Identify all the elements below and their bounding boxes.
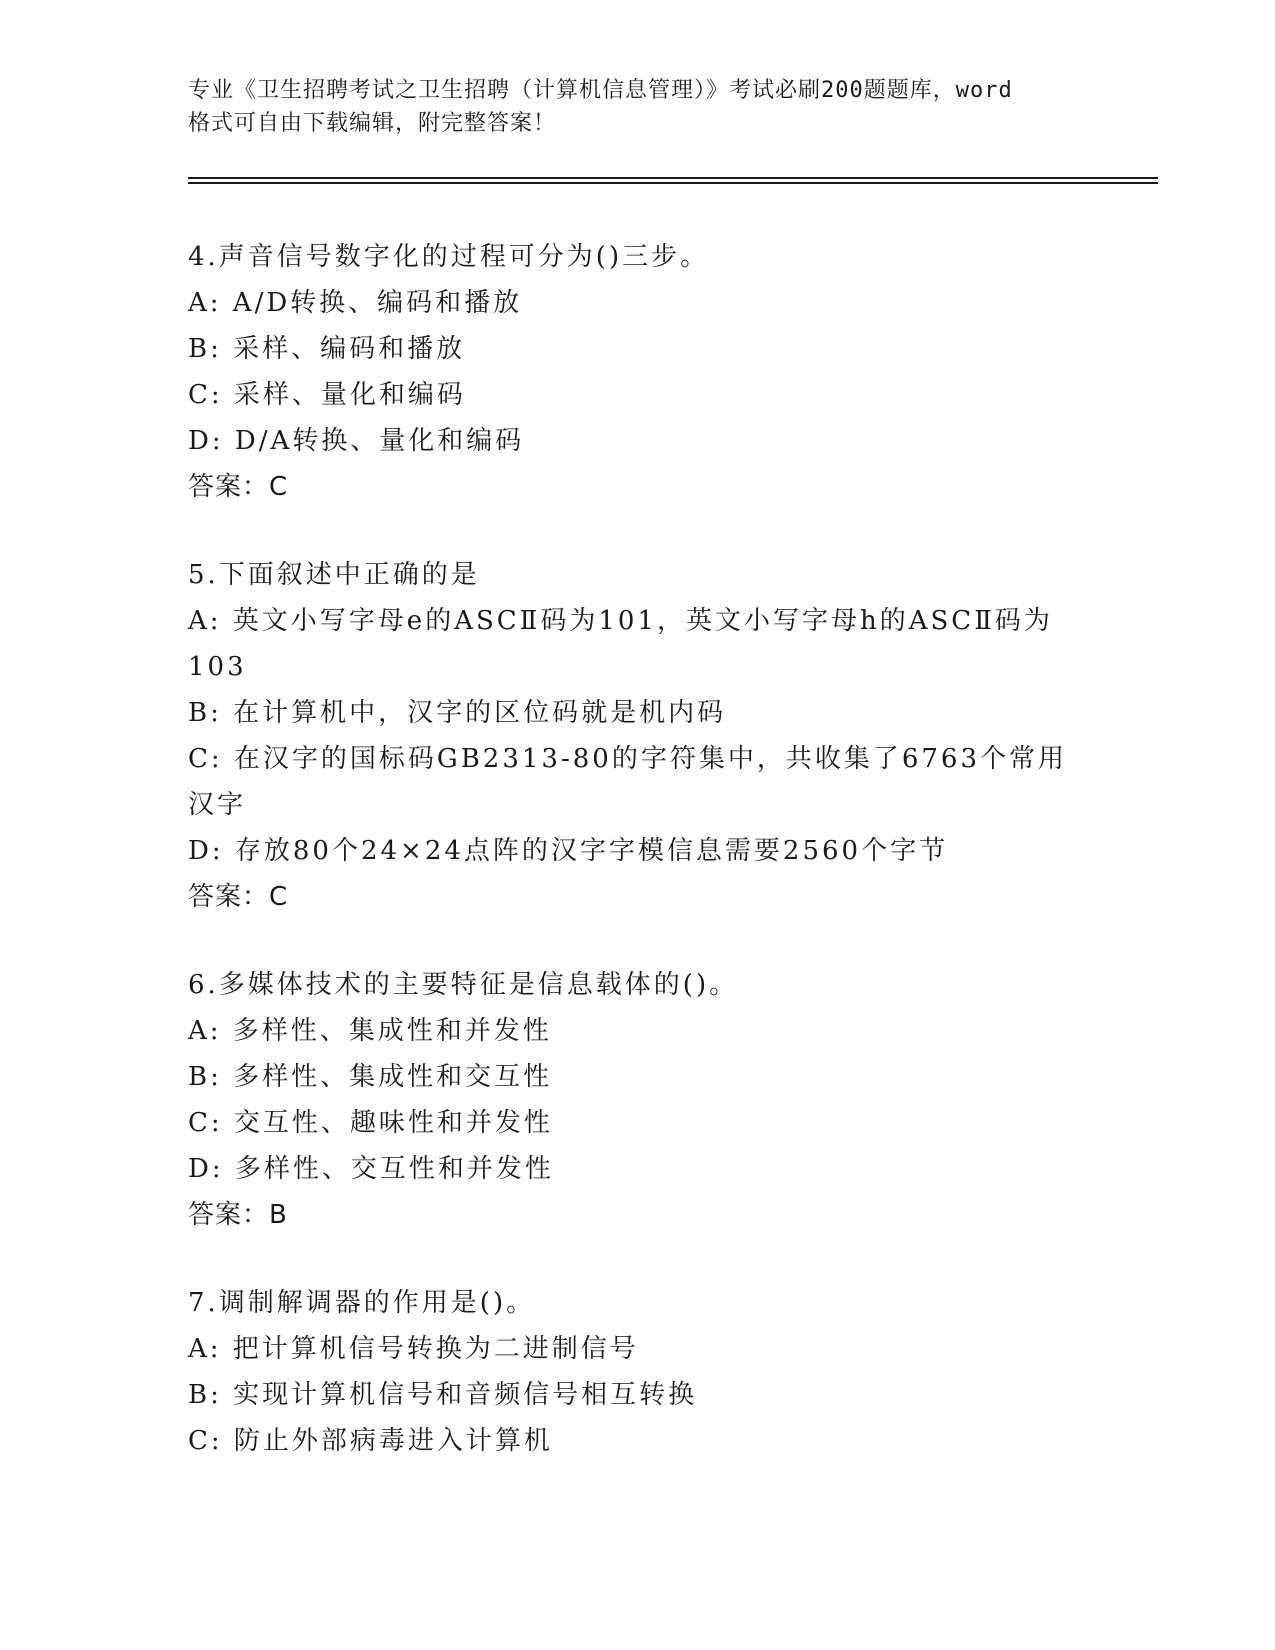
question-6 xyxy=(188,962,1068,1238)
option-c: C: 交互性、趣味性和并发性 xyxy=(188,1108,553,1138)
question-stem: 7.调制解调器的作用是()。 xyxy=(188,1288,536,1318)
question-5 xyxy=(188,552,1068,920)
answer-label: 答案：C xyxy=(188,472,289,502)
option-c: C: 防止外部病毒进入计算机 xyxy=(188,1426,553,1456)
answer-label: 答案：C xyxy=(188,882,289,912)
option-c: C: 在汉字的国标码GB2313-80的字符集中，共收集了6763个常用汉字 xyxy=(188,744,1067,820)
question-stem: 4.声音信号数字化的过程可分为()三步。 xyxy=(188,242,710,272)
answer-label: 答案：B xyxy=(188,1200,288,1230)
option-a: A: A/D转换、编码和播放 xyxy=(188,288,523,318)
option-c: C: 采样、量化和编码 xyxy=(188,380,466,410)
option-b: B: 多样性、集成性和交互性 xyxy=(188,1062,553,1092)
header-line-1: 专业《卫生招聘考试之卫生招聘（计算机信息管理）》考试必刷200题题库，word xyxy=(188,78,1013,103)
option-b: B: 采样、编码和播放 xyxy=(188,334,466,364)
header-divider-bottom xyxy=(188,182,1158,184)
option-b: B: 实现计算机信号和音频信号相互转换 xyxy=(188,1380,698,1410)
option-a: A: 把计算机信号转换为二进制信号 xyxy=(188,1334,639,1364)
option-d: D: D/A转换、量化和编码 xyxy=(188,426,525,456)
option-d: D: 存放80个24×24点阵的汉字字模信息需要2560个字节 xyxy=(188,836,949,866)
option-a: A: 英文小写字母e的ASCⅡ码为101，英文小写字母h的ASCⅡ码为103 xyxy=(188,606,1053,682)
question-stem: 5.下面叙述中正确的是 xyxy=(188,560,480,590)
option-d: D: 多样性、交互性和并发性 xyxy=(188,1154,554,1184)
header-line-2: 格式可自由下载编辑，附完整答案！ xyxy=(188,111,557,136)
question-7 xyxy=(188,1280,1068,1464)
option-b: B: 在计算机中，汉字的区位码就是机内码 xyxy=(188,698,727,728)
option-a: A: 多样性、集成性和并发性 xyxy=(188,1016,552,1046)
header-divider-top xyxy=(188,177,1158,179)
question-list xyxy=(188,234,1068,1506)
question-4 xyxy=(188,234,1068,510)
document-header xyxy=(188,74,1088,140)
question-stem: 6.多媒体技术的主要特征是信息载体的()。 xyxy=(188,970,739,1000)
